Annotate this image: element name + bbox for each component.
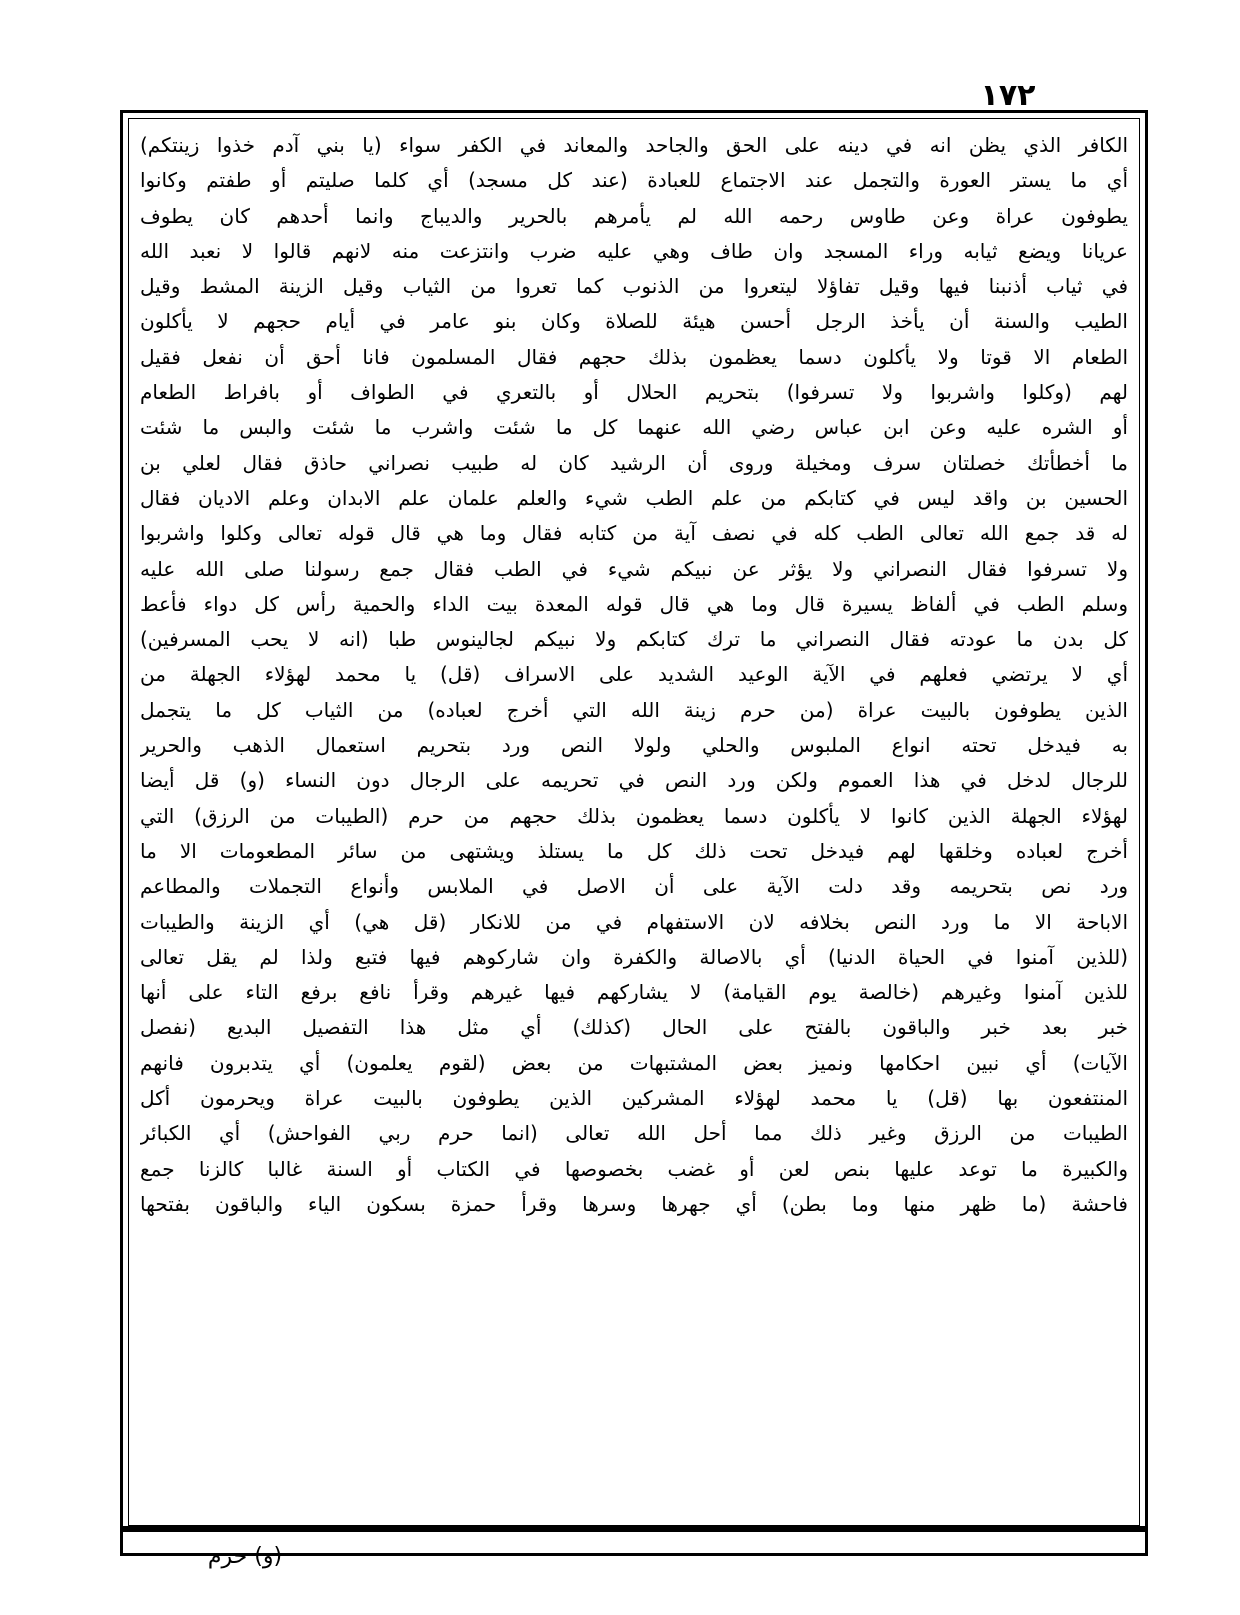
text-line: الكافر الذي يظن انه في دينه على الحق والجاحد والمعاند في الكفر سواء (يا بني آدم خذوا زينتكم) xyxy=(140,133,1128,157)
text-line: ورد نص بتحريمه وقد دلت الآية على أن الاصل في الملابس وأنواع التجملات والمطاعم xyxy=(140,874,1128,899)
text-line: والكبيرة ما توعد عليها بنص لعن أو غضب بخصوصها في الكتاب أو السنة غالبا كالزنا جمع xyxy=(140,1156,1128,1181)
text-line: ولا تسرفوا فقال النصراني ولا يؤثر عن نبيكم شيء في الطب فقال جمع رسولنا صلى الله عليه xyxy=(140,556,1128,581)
text-line: خبر بعد خبر والباقون بالفتح على الحال (كذلك) أي مثل هذا التفصيل البديع (نفصل xyxy=(140,1015,1128,1040)
text-line: الآيات) أي نبين احكامها ونميز بعض المشتبهات من بعض (لقوم يعلمون) أي يتدبرون فانهم xyxy=(140,1050,1128,1075)
bottom-rule xyxy=(120,1526,1148,1532)
text-line: أخرج لعباده وخلقها لهم فيدخل تحت ذلك كل ما يستلذ ويشتهى من سائر المطعومات الا ما xyxy=(140,838,1128,863)
text-line: فاحشة (ما ظهر منها وما بطن) أي جهرها وسرها وقرأ حمزة بسكون الياء والباقون بفتحها xyxy=(140,1191,1128,1216)
text-line: للذين آمنوا وغيرهم (خالصة يوم القيامة) لا يشاركهم فيها غيرهم وقرأ نافع برفع التاء على أنها xyxy=(140,980,1128,1005)
text-line: الطيب والسنة أن يأخذ الرجل أحسن هيئة للصلاة وكان بنو عامر في أيام حجهم لا يأكلون xyxy=(140,309,1128,334)
text-line: يطوفون عراة وعن طاوس رحمه الله لم يأمرهم بالحرير والديباج وانما أحدهم كان يطوف xyxy=(140,203,1128,228)
page-number: ١٧٢ xyxy=(980,78,1036,113)
text-line: الطيبات من الرزق وغير ذلك مما أحل الله تعالى (انما حرم ربي الفواحش) أي الكبائر xyxy=(140,1121,1128,1146)
text-line: الذين يطوفون بالبيت عراة (من حرم زينة الله التي أخرج لعباده) من الثياب كل ما يتجمل xyxy=(140,697,1128,722)
catchword: (و) حرم xyxy=(207,1544,283,1569)
text-line: أي ما يستر العورة والتجمل عند الاجتماع للعبادة (عند كل مسجد) أي كلما صليتم أو طفتم وكانوا xyxy=(140,168,1128,193)
text-line: عريانا ويضع ثيابه وراء المسجد وان طاف وهي عليه ضرب وانتزعت منه لانهم قالوا لا نعبد الله xyxy=(140,238,1128,263)
text-line: (للذين آمنوا في الحياة الدنيا) أي بالاصالة والكفرة وان شاركوهم فيها فتبع ولذا لم يقل تعالى xyxy=(140,944,1128,969)
text-line: له قد جمع الله تعالى الطب كله في نصف آية من كتابه فقال وما هي قال قوله تعالى وكلوا واشربوا xyxy=(140,521,1128,546)
text-line: الطعام الا قوتا ولا يأكلون دسما يعظمون بذلك حجهم فقال المسلمون فانا أحق أن نفعل فقيل xyxy=(140,344,1128,369)
text-line: أي لا يرتضي فعلهم في الآية الوعيد الشديد على الاسراف (قل) يا محمد لهؤلاء الجهلة من xyxy=(140,662,1128,687)
text-line: ما أخطأتك خصلتان سرف ومخيلة وروى أن الرشيد كان له طبيب نصراني حاذق فقال لعلي بن xyxy=(140,450,1128,475)
text-line: الحسين بن واقد ليس في كتابكم من علم الطب شيء والعلم علمان علم الابدان وعلم الاديان فقال xyxy=(140,485,1128,510)
text-line: المنتفعون بها (قل) يا محمد لهؤلاء المشركين الذين يطوفون بالبيت عراة ويحرمون أكل xyxy=(140,1086,1128,1111)
text-line: لهم (وكلوا واشربوا ولا تسرفوا) بتحريم الحلال أو بالتعري في الطواف أو بافراط الطعام xyxy=(140,380,1128,405)
text-line: لهؤلاء الجهلة الذين كانوا لا يأكلون دسما يعظمون بذلك حجهم من حرم (الطيبات من الرزق) التي xyxy=(140,803,1128,828)
text-line: به فيدخل تحته انواع الملبوس والحلي ولولا النص ورد بتحريم استعمال الذهب والحرير xyxy=(140,733,1128,758)
page-text-body xyxy=(140,128,1128,1520)
text-line: في ثياب أذنبنا فيها وقيل تفاؤلا ليتعروا من الذنوب كما تعروا من الثياب وقيل الزينة المشط وقيل xyxy=(140,274,1128,299)
text-line: الاباحة الا ما ورد النص بخلافه لان الاستفهام في من للانكار (قل هي) أي الزينة والطيبات xyxy=(140,909,1128,934)
text-line: أو الشره عليه وعن ابن عباس رضي الله عنهما كل ما شئت واشرب ما شئت والبس ما شئت xyxy=(140,415,1128,440)
text-line: كل بدن ما عودته فقال النصراني ما ترك كتابكم ولا نبيكم لجالينوس طبا (انه لا يحب المسرفين) xyxy=(140,627,1128,652)
text-line: وسلم الطب في ألفاظ يسيرة قال وما هي قال قوله المعدة بيت الداء والحمية رأس كل دواء فأعط xyxy=(140,591,1128,616)
text-line: للرجال لدخل في هذا العموم ولكن ورد النص في تحريمه على الرجال دون النساء (و) قل أيضا xyxy=(140,768,1128,793)
